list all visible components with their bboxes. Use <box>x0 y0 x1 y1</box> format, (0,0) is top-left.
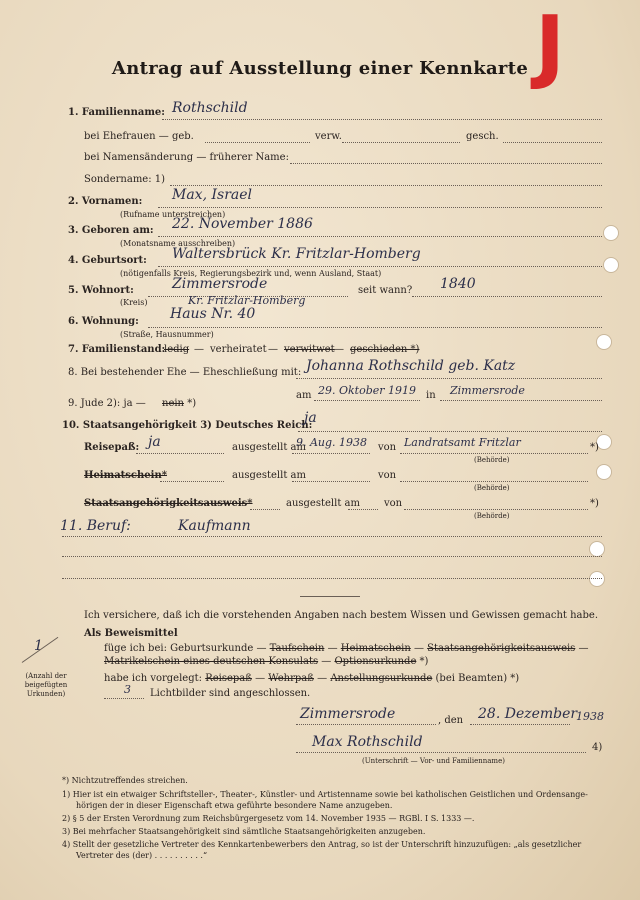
field-line <box>158 207 602 208</box>
marital-divorced: geschieden *) <box>350 344 420 355</box>
former-name-label: bei Namensänderung — früherer Name: <box>84 152 289 163</box>
citizenship-value: ja <box>304 410 317 426</box>
field-line <box>292 453 370 454</box>
marital-widowed: verwitwet <box>284 344 335 355</box>
field-line <box>440 400 602 401</box>
given-names-value: Max, Israel <box>172 187 252 203</box>
district-value: Kr. Fritzlar-Homberg <box>188 294 306 307</box>
field-line <box>170 185 602 186</box>
authority-note: (Behörde) <box>474 512 510 520</box>
issued-on-label: ausgestellt am <box>232 470 306 481</box>
birth-place-label: 4. Geburtsort: <box>68 255 147 266</box>
footnote-2: 2) § 5 der Ersten Verordnung zum Reichsbürgergesetz vom 14. November 1935 — RGBl. I S. 1333 —. <box>62 814 475 823</box>
footnote-0: *) Nichtzutreffendes streichen. <box>62 776 188 785</box>
form-title: Antrag auf Ausstellung einer Kennkarte <box>111 58 529 79</box>
marriage-place-label: in <box>426 390 436 401</box>
jew-label: 9. Jude 2): ja — <box>68 398 146 409</box>
signature-footnote: 4) <box>592 742 603 753</box>
punch-hole <box>596 334 612 350</box>
marital-status-label: 7. Familienstand: <box>68 344 166 355</box>
field-line <box>296 378 602 379</box>
field-line <box>62 578 602 579</box>
footnote-4: 4) Stellt der gesetzliche Vertreter des Kennkartenbewerbers den Antrag, so ist der Unterschrift hinzuzufügen: „als gesetzlicher <box>62 840 582 849</box>
residence-label: 5. Wohnort: <box>68 285 134 296</box>
field-line <box>62 556 602 557</box>
marital-married: verheiratet <box>210 344 267 355</box>
surname-value: Rothschild <box>172 100 248 116</box>
given-names-label: 2. Vornamen: <box>68 196 143 207</box>
declaration-text: Ich versichere, daß ich die vorstehenden Angaben nach bestem Wissen und Gewissen gemacht habe. <box>84 610 599 621</box>
field-line <box>162 119 602 120</box>
field-line <box>503 142 602 143</box>
field-line <box>160 481 224 482</box>
footnote-1: 1) Hier ist ein etwaiger Schriftsteller-, Theater-, Künstler- und Artistenname sowie bei katholischen Geistlichen und Ordensange- <box>62 790 588 799</box>
punch-hole <box>589 541 605 557</box>
field-line <box>158 266 602 267</box>
citizenship-label: 10. Staatsangehörigkeit 3) Deutsches Reich: <box>62 420 313 431</box>
birth-date-value: 22. November 1886 <box>172 216 313 232</box>
marriage-label: 8. Bei bestehender Ehe — Eheschließung mit: <box>68 367 302 378</box>
field-line <box>470 724 570 725</box>
marital-dash: — <box>268 344 278 355</box>
marital-dash: — <box>194 344 204 355</box>
marriage-date-label: am <box>296 390 312 401</box>
field-line <box>400 481 588 482</box>
signature-note: (Unterschrift — Vor- und Familienname) <box>362 757 505 765</box>
field-line <box>400 453 588 454</box>
section-divider <box>300 596 360 597</box>
special-name-label: Sondername: 1) <box>84 174 166 185</box>
dwelling-label: 6. Wohnung: <box>68 316 139 327</box>
footnote-3: 3) Bei mehrfacher Staatsangehörigkeit sind sämtliche Staatsangehörigkeiten anzugeben. <box>62 827 426 836</box>
footnote-1-cont: hörigen der in dieser Eigenschaft etwa geführte besondere Name anzugeben. <box>76 801 393 810</box>
spouse-value: Johanna Rothschild geb. Katz <box>306 358 516 374</box>
field-line <box>342 142 460 143</box>
given-names-note: (Rufname unterstreichen) <box>120 210 226 219</box>
marriage-date-value: 29. Oktober 1919 <box>318 384 417 397</box>
jew-stamp: J <box>535 0 565 92</box>
field-line <box>404 509 588 510</box>
marital-single: ledig <box>164 344 190 355</box>
occupation-label: 11. Beruf: <box>60 518 131 534</box>
sign-year: 1938 <box>576 710 604 723</box>
citizenship-id-label: Staatsangehörigkeitsausweis* <box>84 498 253 509</box>
dwelling-value: Haus Nr. 40 <box>170 306 256 322</box>
issued-by-label: von <box>378 470 397 481</box>
home-certificate-label: Heimatschein* <box>84 470 167 481</box>
field-line <box>158 236 602 237</box>
marital-dash: — <box>334 344 344 355</box>
birth-date-note: (Monatsname ausschreiben) <box>120 239 236 248</box>
field-line <box>62 536 602 537</box>
margin-count: 1 <box>34 638 43 654</box>
since-value: 1840 <box>440 276 476 292</box>
punch-hole <box>603 257 619 273</box>
field-line <box>292 481 370 482</box>
field-line <box>412 296 602 297</box>
signature: Max Rothschild <box>312 734 423 750</box>
authority-note: (Behörde) <box>474 484 510 492</box>
jew-no: nein *) <box>162 398 197 409</box>
footnote-star: *) <box>590 498 599 509</box>
divorced-label: gesch. <box>466 131 499 142</box>
issued-by-label: von <box>378 442 397 453</box>
since-label: seit wann? <box>358 285 413 296</box>
birth-date-label: 3. Geboren am: <box>68 225 154 236</box>
field-line <box>296 724 436 725</box>
marriage-place-value: Zimmersrode <box>450 384 525 397</box>
evidence-heading: Als Beweismittel <box>84 628 178 639</box>
sign-place: Zimmersrode <box>300 706 396 722</box>
issued-by-label: von <box>384 498 403 509</box>
surname-label: 1. Familienname: <box>68 107 165 118</box>
birth-place-note: (nötigenfalls Kreis, Regierungsbezirk und, wenn Ausland, Staat) <box>120 269 382 278</box>
field-line <box>314 400 420 401</box>
issued-on-label: ausgestellt am <box>232 442 306 453</box>
punch-hole <box>596 464 612 480</box>
margin-note: (Anzahl der beigefügten Urkunden) <box>24 672 68 698</box>
field-line <box>104 698 144 699</box>
authority-note: (Behörde) <box>474 456 510 464</box>
sign-den: , den <box>438 715 464 726</box>
field-line <box>298 431 602 432</box>
field-line <box>250 509 280 510</box>
field-line <box>148 327 602 328</box>
footnote-4-cont: Vertreter des (der) . . . . . . . . . .“ <box>76 851 208 860</box>
occupation-value: Kaufmann <box>178 518 251 534</box>
field-line <box>205 142 310 143</box>
evidence-presented: habe ich vorgelegt: Reisepaß — Wehrpaß — Anstellungsurkunde (bei Beamten) *) <box>104 673 520 684</box>
passport-authority: Landratsamt Fritzlar <box>404 436 521 449</box>
field-line <box>290 163 602 164</box>
passport-date: 9. Aug. 1938 <box>296 436 368 449</box>
widowed-label: verw. <box>315 131 342 142</box>
maiden-name-label: bei Ehefrauen — geb. <box>84 131 194 142</box>
dwelling-note: (Straße, Hausnummer) <box>120 330 214 339</box>
issued-on-label: ausgestellt am <box>286 498 360 509</box>
sign-date: 28. Dezember <box>478 706 578 722</box>
birth-place-value: Waltersbrück Kr. Fritzlar-Homberg <box>172 246 421 262</box>
photos-attached: Lichtbilder sind angeschlossen. <box>150 688 311 699</box>
evidence-consulate: Matrikelschein eines deutschen Konsulats — Optionsurkunde *) <box>104 656 429 667</box>
field-line <box>348 509 378 510</box>
passport-label: Reisepaß: <box>84 442 140 453</box>
field-line <box>296 752 586 753</box>
district-note: (Kreis) <box>120 298 148 307</box>
punch-hole <box>589 571 605 587</box>
footnote-star: *) <box>590 442 599 453</box>
passport-value: ja <box>148 434 161 450</box>
punch-hole <box>603 225 619 241</box>
photos-count: 3 <box>124 683 131 696</box>
evidence-attached: füge ich bei: Geburtsurkunde — Taufschein — Heimatschein — Staatsangehörigkeitsausweis — <box>104 643 589 654</box>
residence-value: Zimmersrode <box>172 276 268 292</box>
field-line <box>136 453 224 454</box>
